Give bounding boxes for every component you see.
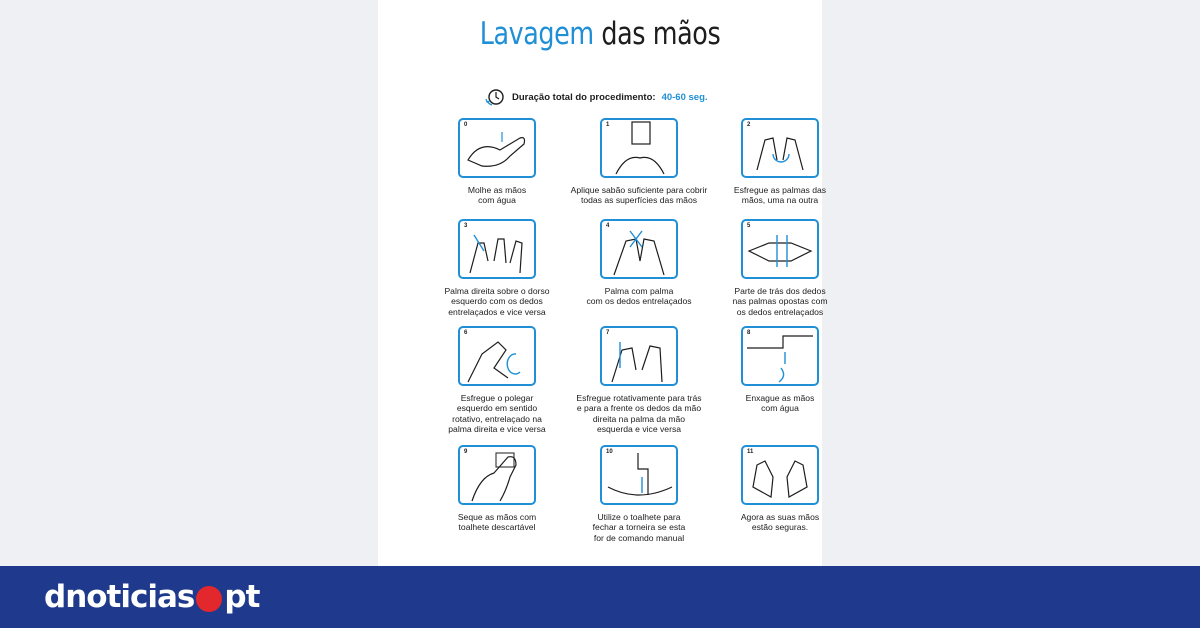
- step-caption: Agora as suas mãos estão seguras.: [740, 512, 820, 533]
- duration-label: Duração total do procedimento:: [512, 91, 656, 103]
- step-number: 2: [747, 122, 751, 128]
- backs-of-fingers-icon: [743, 221, 817, 277]
- title-accent: Lavagem: [479, 16, 594, 52]
- step-illustration: [600, 445, 678, 505]
- step-caption: Molhe as mãos com água: [467, 185, 527, 206]
- step-11: [705, 445, 855, 533]
- step-caption: Esfregue o polegar esquerdo em sentido rotativo, entrelaçado na palma direita e vice versa: [448, 393, 546, 435]
- step-illustration: [741, 118, 819, 178]
- step-1: [564, 118, 714, 206]
- palm-over-dorsum-icon: [460, 221, 534, 277]
- step-illustration: [458, 219, 536, 279]
- step-illustration: [458, 326, 536, 386]
- interlaced-fingers-icon: [602, 221, 676, 277]
- step-number: 10: [606, 449, 613, 455]
- step-caption: Enxague as mãos com água: [745, 393, 815, 414]
- step-illustration: [741, 326, 819, 386]
- step-illustration: [600, 219, 678, 279]
- logo-dot-icon: [196, 586, 222, 612]
- step-8: [705, 326, 855, 414]
- step-caption: Palma com palma com os dedos entrelaçados: [586, 286, 692, 307]
- step-number: 11: [747, 449, 754, 455]
- logo-text-right: pt: [224, 579, 260, 615]
- dnoticias-logo[interactable]: [44, 576, 259, 618]
- step-illustration: [458, 445, 536, 505]
- step-caption: Palma direita sobre o dorso esquerdo com os dedos entrelaçados e vice versa: [444, 286, 550, 317]
- step-illustration: [600, 118, 678, 178]
- safe-hands-icon: [743, 447, 817, 503]
- step-number: 6: [464, 330, 468, 336]
- step-caption: Esfregue rotativamente para trás e para a frente os dedos da mão direita na palma da mão esquerda e vice versa: [576, 393, 702, 435]
- step-illustration: [458, 118, 536, 178]
- rub-palms-icon: [743, 120, 817, 176]
- step-number: 4: [606, 223, 610, 229]
- step-caption: Aplique sabão suficiente para cobrir todas as superfícies das mãos: [570, 185, 708, 206]
- soap-dispenser-icon: [602, 120, 676, 176]
- step-3: [422, 219, 572, 317]
- step-caption: Parte de trás dos dedos nas palmas opostas com os dedos entrelaçados: [732, 286, 828, 317]
- step-10: [564, 445, 714, 543]
- duration-value: 40-60 seg.: [661, 91, 708, 103]
- footer-bar: [0, 566, 1200, 628]
- step-illustration: [600, 326, 678, 386]
- step-number: 9: [464, 449, 468, 455]
- duration-row: [484, 86, 708, 108]
- step-caption: Esfregue as palmas das mãos, uma na outra: [733, 185, 827, 206]
- poster-title: [418, 14, 782, 54]
- logo-text-left: dnoticias: [44, 579, 195, 615]
- fingertips-rub-icon: [602, 328, 676, 384]
- step-number: 7: [606, 330, 610, 336]
- step-0: [422, 118, 572, 206]
- close-tap-icon: [602, 447, 676, 503]
- step-illustration: [741, 219, 819, 279]
- thumb-rub-icon: [460, 328, 534, 384]
- timer-icon: [484, 86, 506, 108]
- step-number: 1: [606, 122, 610, 128]
- wet-hands-icon: [460, 120, 534, 176]
- step-illustration: [741, 445, 819, 505]
- step-number: 8: [747, 330, 751, 336]
- step-4: [564, 219, 714, 307]
- step-7: [564, 326, 714, 435]
- dry-hands-icon: [460, 447, 534, 503]
- title-rest: das mãos: [593, 16, 721, 52]
- step-number: 0: [464, 122, 468, 128]
- step-caption: Seque as mãos com toalhete descartável: [457, 512, 537, 533]
- step-number: 3: [464, 223, 468, 229]
- step-2: [705, 118, 855, 206]
- step-caption: Utilize o toalhete para fechar a torneira se esta for de comando manual: [592, 512, 686, 543]
- hand-washing-poster: [378, 0, 828, 566]
- step-5: [705, 219, 855, 317]
- step-6: [422, 326, 572, 435]
- step-number: 5: [747, 223, 751, 229]
- rinse-hands-icon: [743, 328, 817, 384]
- step-9: [422, 445, 572, 533]
